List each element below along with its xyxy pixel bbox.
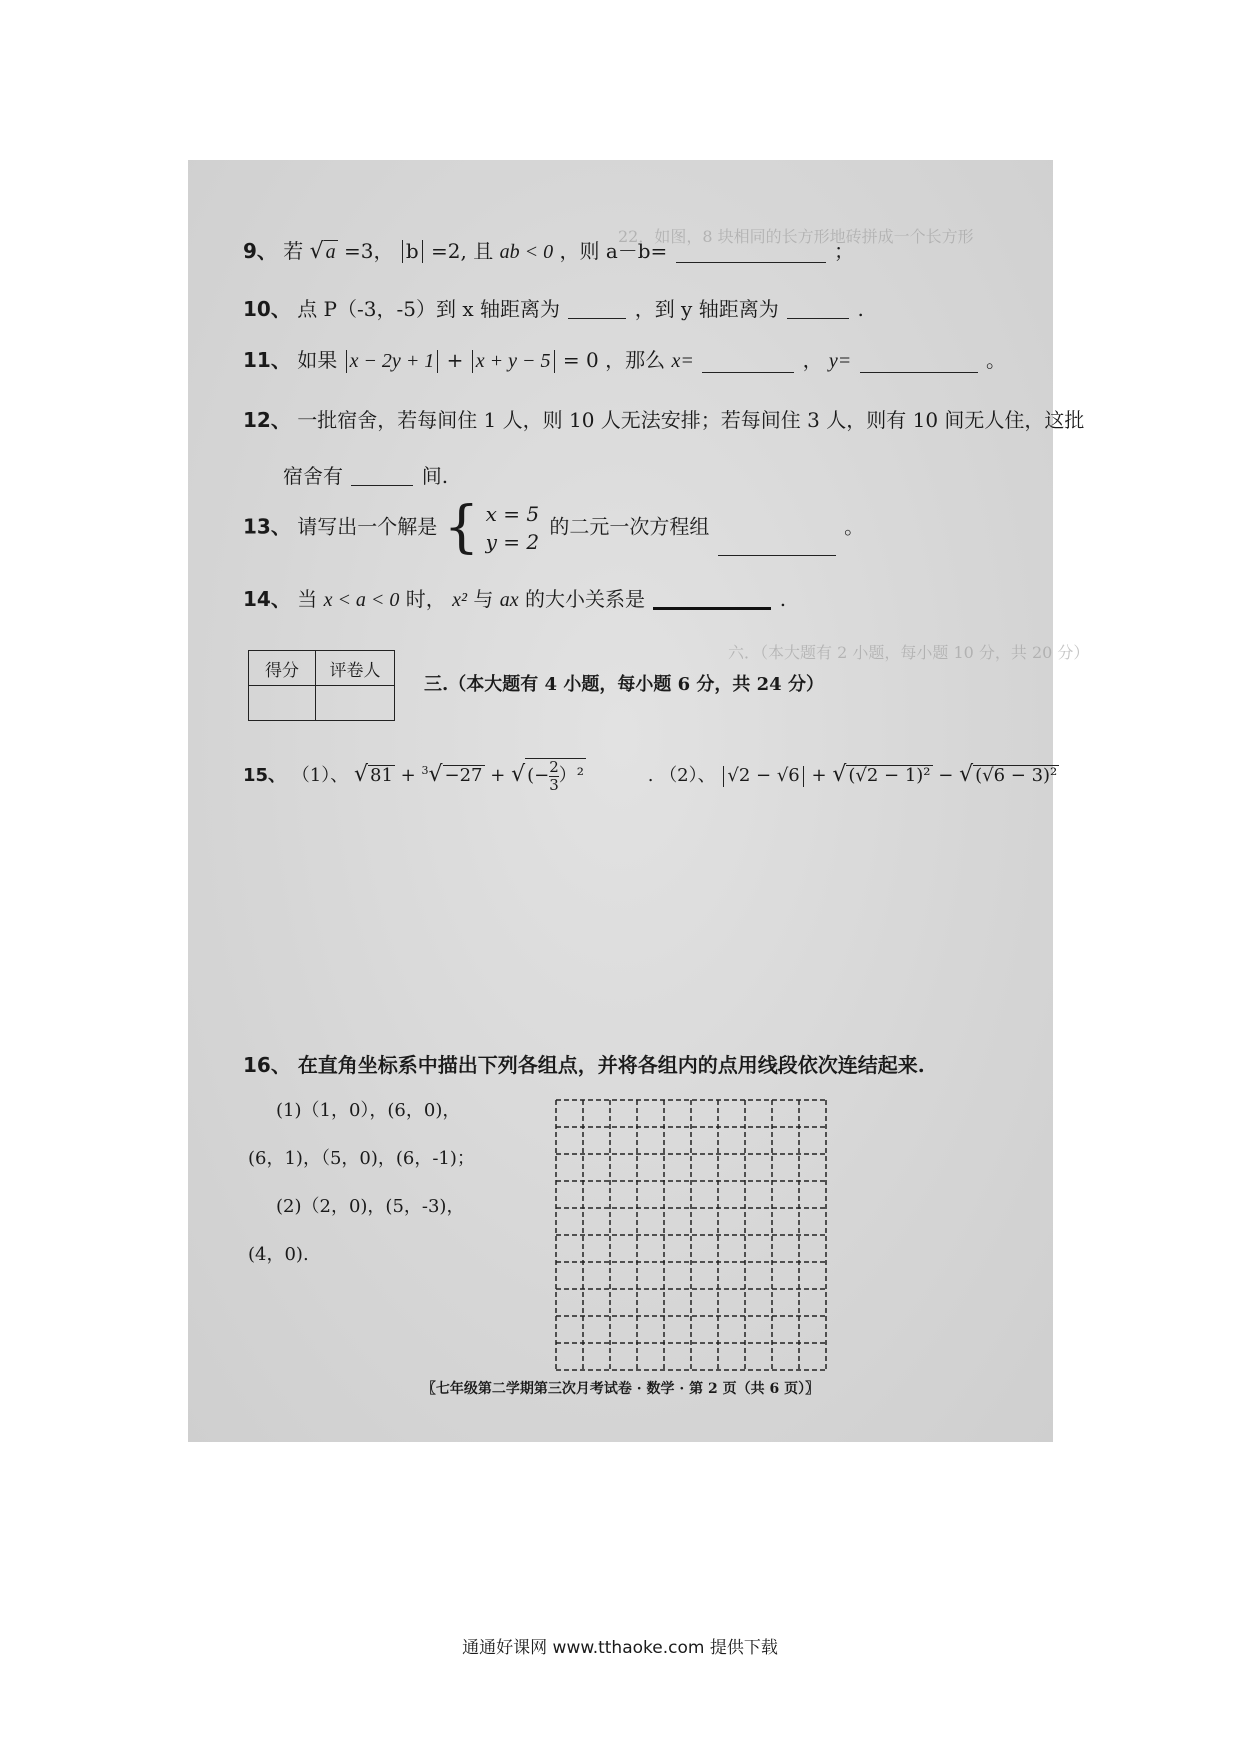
equation-system <box>486 500 540 556</box>
score-cell[interactable] <box>249 686 316 721</box>
cube-root-arg: −27 <box>444 765 483 786</box>
answer-blank[interactable] <box>653 587 771 610</box>
question-9: 9、 若 √ a =3， b =2, 且 ab < 0 ，则 a－b= ； <box>243 239 855 264</box>
q12-text2b: 间. <box>421 464 449 488</box>
sheet-footer: 〖七年级第二学期第三次月考试卷 · 数学 · 第 2 页（共 6 页）〗 <box>421 1381 820 1397</box>
q16-group2-line1: (2)（2，0)，(5，-3)， <box>276 1196 465 1217</box>
y-label: y= <box>828 350 852 372</box>
minus-sign: − <box>938 765 954 786</box>
fraction: $\frac{2}{3}$ <box>549 758 559 794</box>
question-number: 14、 <box>243 587 291 611</box>
grader-header: 评卷人 <box>316 651 395 686</box>
q14-prefix: 当 <box>297 587 318 611</box>
exam-sheet <box>188 160 1090 1442</box>
ghost-text: 22．如图，8 块相同的长方形地砖拼成一个长方形 <box>618 227 974 246</box>
sqrt-81: 81 <box>370 765 393 786</box>
question-16 <box>243 1055 925 1075</box>
question-number: 12、 <box>243 408 291 432</box>
q14-condition: x < a < 0 <box>323 589 400 611</box>
abs-root-diff: √2 − √6 <box>723 766 803 787</box>
q11-end: 。 <box>986 348 1007 372</box>
answer-blank[interactable] <box>702 352 794 373</box>
ax-term: ax <box>499 589 519 611</box>
q9-condition: ab < 0 <box>499 241 554 263</box>
score-header: 得分 <box>249 651 316 686</box>
question-10 <box>243 298 864 319</box>
abs-expression-2: x + y − 5 <box>472 350 555 373</box>
answer-blank[interactable] <box>787 298 849 319</box>
plus-sign: + <box>811 765 827 786</box>
page-footer: 通通好课网 www.tthaoke.com 提供下载 <box>462 1638 778 1658</box>
q13-end: 。 <box>844 514 865 539</box>
q11-sep: ， <box>802 348 823 372</box>
q16-group1-line1: (1)（1，0），(6，0)， <box>276 1100 461 1121</box>
sqrt-a: a <box>325 241 336 263</box>
grader-cell[interactable] <box>316 686 395 721</box>
question-14 <box>243 587 786 610</box>
question-13 <box>243 495 865 560</box>
x-label: x= <box>671 350 694 372</box>
q15-part1-label: （1）、 <box>291 765 349 786</box>
question-number: 15、 <box>243 765 287 786</box>
answer-blank[interactable] <box>860 352 978 373</box>
q15-part2-label: （2）、 <box>659 765 716 786</box>
section-3-title: 三.（本大题有 4 小题，每小题 6 分，共 24 分） <box>424 674 824 695</box>
q9-then: ，则 a－b= <box>559 239 668 263</box>
system-eq-1: x = 5 <box>485 502 540 526</box>
question-12 <box>243 410 1084 430</box>
q10-end: . <box>857 297 864 321</box>
q12-text2a: 宿舍有 <box>283 464 343 488</box>
question-12-line2 <box>283 465 448 486</box>
q9-eq1: =3， <box>344 239 394 263</box>
q16-group2-line2: (4，0). <box>248 1244 309 1265</box>
q13-prefix: 请写出一个解是 <box>297 514 438 539</box>
q10-text1: 点 P（-3，-5）到 x 轴距离为 <box>297 297 560 321</box>
q12-text1: 一批宿舍，若每间住 1 人，则 10 人无法安排；若每间住 3 人，则有 10 间无人住，这批 <box>297 408 1085 432</box>
plus-sign: + <box>490 765 506 786</box>
abs-b: b <box>402 240 423 263</box>
system-eq-2: y = 2 <box>485 530 540 554</box>
x-squared: x² <box>452 589 468 611</box>
abs-expression-1: x − 2y + 1 <box>346 350 439 373</box>
question-number: 16、 <box>243 1053 291 1077</box>
question-number: 13、 <box>243 514 291 539</box>
q9-prefix: 若 <box>283 239 304 263</box>
plus-sign: + <box>400 765 416 786</box>
q14-end: . <box>779 587 787 611</box>
question-15: 15、 （1）、 √ 81 + $^3$√ −27 + √ (− $\frac{2}{3}$ ）² . （2）、 √2 − √6 + √ (√2 − 1)² − √ (√6 − 3)² <box>243 758 1058 794</box>
q14-mid1: 时， <box>405 587 446 611</box>
coordinate-grid[interactable] <box>553 1097 829 1377</box>
question-number: 10、 <box>243 297 291 321</box>
answer-blank[interactable] <box>351 465 413 486</box>
q15-dot: . <box>647 765 654 786</box>
answer-blank[interactable] <box>718 535 836 556</box>
q11-prefix: 如果 <box>297 348 338 372</box>
score-table <box>248 650 395 721</box>
brace-symbol: { <box>443 495 480 560</box>
question-number: 11、 <box>243 348 291 372</box>
question-number: 9、 <box>243 239 277 263</box>
q14-mid2: 与 <box>473 587 494 611</box>
q14-mid3: 的大小关系是 <box>525 587 645 611</box>
ghost-text: 六．（本大题有 2 小题，每小题 10 分，共 20 分） <box>728 643 1090 662</box>
q11-eq: = 0 ，那么 <box>562 348 666 372</box>
q9-eq2: =2, 且 <box>431 239 494 263</box>
q11-plus: + <box>446 348 464 372</box>
q13-suffix: 的二元一次方程组 <box>549 514 710 539</box>
dashed-grid[interactable] <box>553 1097 829 1373</box>
q16-title: 在直角坐标系中描出下列各组点，并将各组内的点用线段依次连结起来. <box>297 1053 925 1077</box>
answer-blank[interactable] <box>676 242 826 263</box>
answer-blank[interactable] <box>568 298 626 319</box>
q9-end: ； <box>834 239 855 263</box>
cube-root-index: 3 <box>421 764 429 777</box>
q16-group1-line2: (6，1)，（5，0)，(6，-1)； <box>248 1148 475 1169</box>
question-11 <box>243 350 1006 373</box>
sqrt-term-2: (√6 − 3)² <box>975 765 1058 786</box>
sqrt-term-1: (√2 − 1)² <box>848 765 931 786</box>
q10-text2: ，到 y 轴距离为 <box>634 297 779 321</box>
